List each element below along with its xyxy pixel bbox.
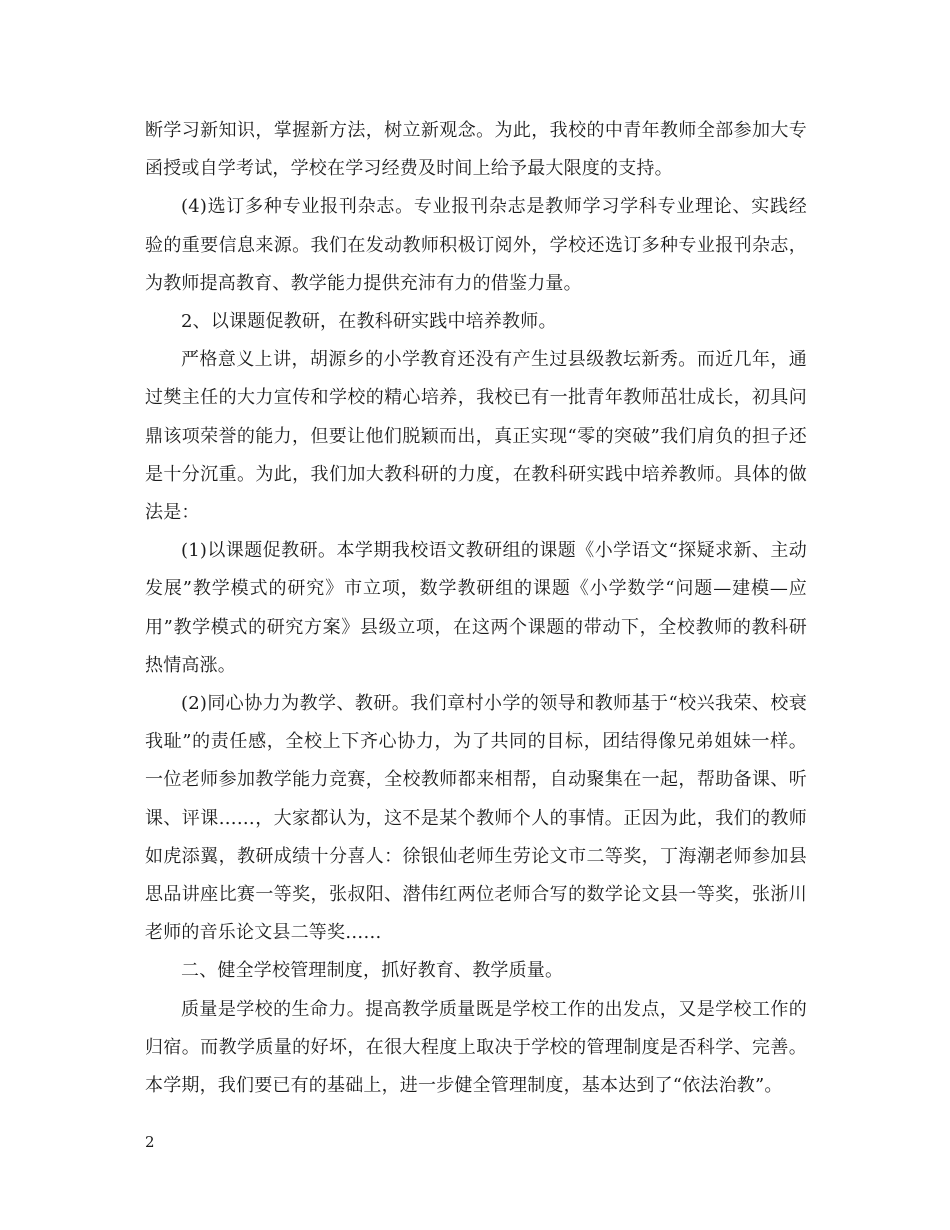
page-number: 2 xyxy=(145,1133,155,1151)
paragraph-8: 质量是学校的生命力。提高教学质量既是学校工作的出发点，又是学校工作的归宿。而教学质量的好坏，在很大程度上取决于学校的管理制度是否科学、完善。本学期，我们要已有的基础上，进一步健全管理制度，基本达到了“依法治教”。 xyxy=(145,998,807,1097)
paragraph-6: (2)同心协力为教学、教研。我们章村小学的领导和教师基于“校兴我荣、校衰我耻”的责任感，全校上下齐心协力，为了共同的目标，团结得像兄弟姐妹一样。一位老师参加教学能力竞赛，全校教师都来相帮，自动聚集在一起，帮助备课、听课、评课……，大家都认为，这不是某个教师个人的事情。正因为此，我们的教师如虎添翼，教研成绩十分喜人：徐银仙老师生劳论文市二等奖，丁海潮老师参加县思品讲座比赛一等奖，张叔阳、潜伟红两位老师合写的数学论文县一等奖，张浙川老师的音乐论文县二等奖…… xyxy=(145,693,807,944)
document-body xyxy=(145,112,807,1105)
paragraph-1: 断学习新知识，掌握新方法，树立新观念。为此，我校的中青年教师全部参加大专函授或自学考试，学校在学习经费及时间上给予最大限度的支持。 xyxy=(145,120,807,180)
paragraph-4: 严格意义上讲，胡源乡的小学教育还没有产生过县级教坛新秀。而近几年，通过樊主任的大力宣传和学校的精心培养，我校已有一批青年教师茁壮成长，初具问鼎该项荣誉的能力，但要让他们脱颖而出，真正实现“零的突破”我们肩负的担子还是十分沉重。为此，我们加大教科研的力度，在教科研实践中培养教师。具体的做法是： xyxy=(145,349,807,524)
paragraph-3-heading: 2、以课题促教研，在教科研实践中培养教师。 xyxy=(181,311,557,333)
paragraph-2: (4)选订多种专业报刊杂志。专业报刊杂志是教师学习学科专业理论、实践经验的重要信息来源。我们在发动教师积极订阅外，学校还选订多种专业报刊杂志，为教师提高教育、教学能力提供充沛有力的借鉴力量。 xyxy=(145,196,807,294)
paragraph-7-heading: 二、健全学校管理制度，抓好教育、教学质量。 xyxy=(181,960,564,982)
paragraph-5: (1)以课题促教研。本学期我校语文教研组的课题《小学语文“探疑求新、主动发展”教学模式的研究》市立项，数学教研组的课题《小学数学“问题—建模—应用”教学模式的研究方案》县级立项，在这两个课题的带动下，全校教师的教科研热情高涨。 xyxy=(145,540,807,676)
